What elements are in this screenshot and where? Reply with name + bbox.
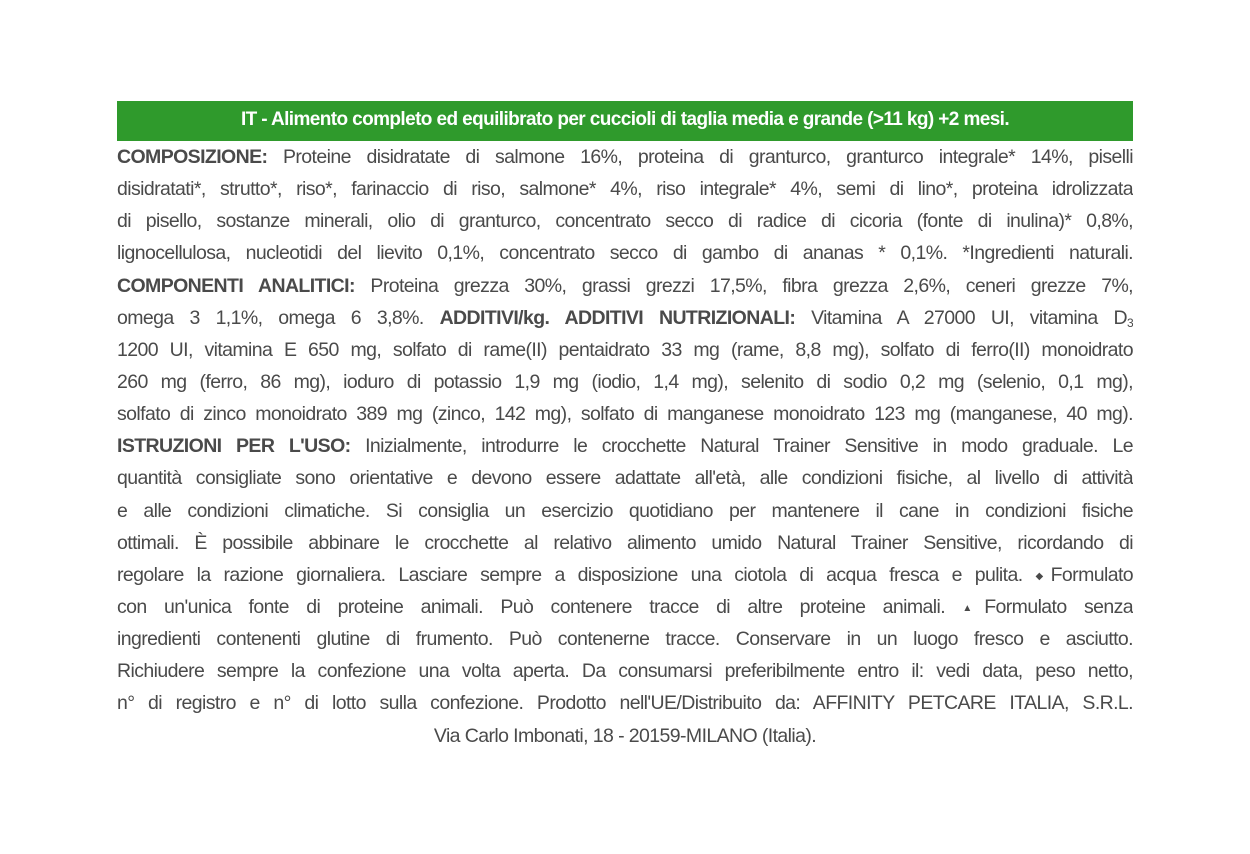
- instructions-line: quantità consigliate sono orientative e devono essere adattate all'età, alle condizioni fisiche, al livello di attività: [117, 467, 1133, 490]
- instructions-text: Inizialmente, introdurre le crocchette Natural Trainer Sensitive in modo graduale. Le: [350, 435, 1133, 458]
- additives-title: ADDITIVI/kg. ADDITIVI NUTRIZIONALI:: [439, 306, 796, 329]
- instructions-text: regolare la razione giornaliera. Lasciare sempre a disposizione una ciotola di acqua fresca e pulita.: [117, 563, 1036, 586]
- composition-line: lignocellulosa, nucleotidi del lievito 0,1%, concentrato secco di gambo di ananas * 0,1%. *Ingredienti naturali.: [117, 242, 1133, 265]
- instructions-line: e alle condizioni climatiche. Si consiglia un esercizio quotidiano per mantenere il cane in condizioni fisiche: [117, 499, 1133, 522]
- analytical-text: omega 3 1,1%, omega 6 3,8%.: [117, 306, 440, 329]
- composition-line: di pisello, sostanze minerali, olio di granturco, concentrato secco di radice di cicoria (fonte di inulina)* 0,8%,: [117, 210, 1133, 233]
- instructions-line: ingredienti contenenti glutine di frumento. Può contenerne tracce. Conservare in un luogo fresco e asciutto.: [117, 628, 1133, 651]
- analytical-text: Proteina grezza 30%, grassi grezzi 17,5%, fibra grezza 2,6%, ceneri grezze 7%,: [354, 274, 1133, 297]
- instructions-line: [117, 559, 1133, 591]
- additives-line: 1200 UI, vitamina E 650 mg, solfato di rame(II) pentaidrato 33 mg (rame, 8,8 mg), solfato di ferro(II) monoidrato: [117, 338, 1133, 361]
- triangle-icon: ▲: [962, 602, 985, 614]
- vitamin-d3-subscript: 3: [1126, 315, 1133, 330]
- composition-line: [117, 141, 1133, 173]
- additives-text: Vitamina A 27000 UI, vitamina D: [795, 306, 1127, 329]
- additives-line: solfato di zinco monoidrato 389 mg (zinco, 142 mg), solfato di manganese monoidrato 123 mg (manganese, 40 mg).: [117, 403, 1133, 426]
- instructions-line: Richiudere sempre la confezione una volta aperta. Da consumarsi preferibilmente entro il: vedi data, peso netto,: [117, 660, 1133, 683]
- distributor-address: Via Carlo Imbonati, 18 - 20159-MILANO (Italia).: [433, 724, 817, 747]
- additives-line: [117, 302, 1133, 334]
- instructions-line: ottimali. È possibile abbinare le crocchette al relativo alimento umido Natural Trainer Sensitive, ricordando di: [117, 531, 1133, 554]
- instructions-text: Formulato: [1050, 563, 1133, 586]
- composition-text: Proteine disidratate di salmone 16%, proteina di granturco, granturco integrale* 14%, piselli: [267, 146, 1133, 168]
- label-body: [117, 141, 1133, 752]
- header-text: IT - Alimento completo ed equilibrato per cuccioli di taglia media e grande (>11 kg) +2 mesi.: [240, 109, 1010, 130]
- header-bar: [117, 101, 1133, 141]
- additives-line: 260 mg (ferro, 86 mg), ioduro di potassio 1,9 mg (iodio, 1,4 mg), selenito di sodio 0,2 mg (selenio, 0,1 mg),: [117, 370, 1133, 393]
- composition-line: disidratati*, strutto*, riso*, farinaccio di riso, salmone* 4%, riso integrale* 4%, semi di lino*, proteina idrolizzata: [117, 178, 1133, 201]
- composition-title: COMPOSIZIONE:: [117, 146, 268, 168]
- instructions-line: n° di registro e n° di lotto sulla confezione. Prodotto nell'UE/Distribuito da: AFFINITY PETCARE ITALIA, S.R.L.: [117, 692, 1133, 715]
- pet-food-label: [117, 101, 1133, 752]
- instructions-line: [117, 591, 1133, 623]
- instructions-text: Formulato senza: [984, 595, 1133, 618]
- analytical-title: COMPONENTI ANALITICI:: [117, 274, 355, 297]
- instructions-title: ISTRUZIONI PER L'USO:: [117, 435, 351, 458]
- instructions-text: con un'unica fonte di proteine animali. Può contenere tracce di altre proteine animali.: [117, 595, 963, 618]
- analytical-line: [117, 270, 1133, 302]
- diamond-icon: ◆: [1035, 570, 1051, 582]
- instructions-line: [117, 430, 1133, 462]
